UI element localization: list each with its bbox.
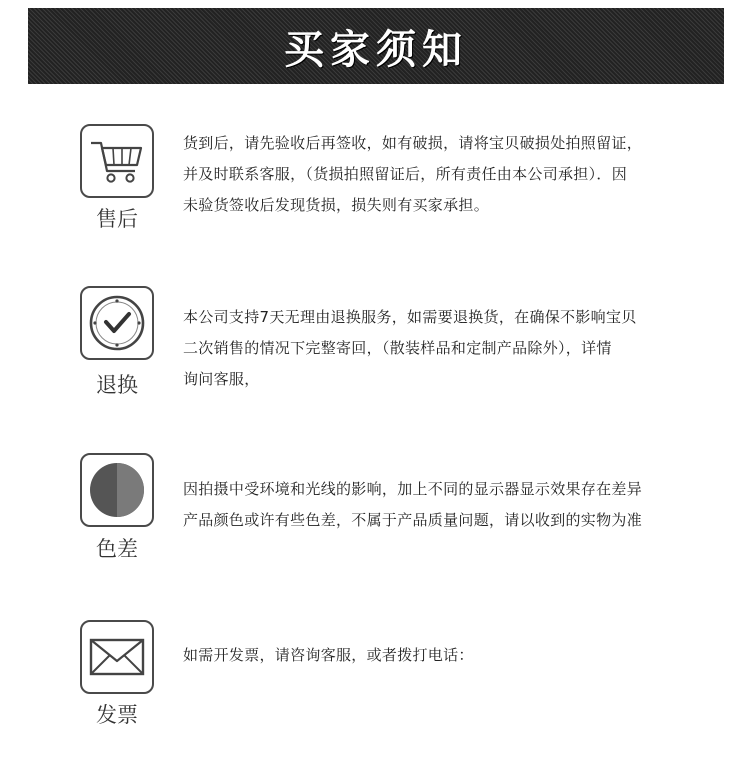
text-line: 产品颜色或许有些色差，不属于产品质量问题，请以收到的实物为准 bbox=[183, 511, 643, 529]
section-body bbox=[183, 474, 713, 536]
section-label: 发票 bbox=[96, 703, 138, 727]
section-body bbox=[183, 640, 713, 671]
shopping-cart-icon bbox=[80, 124, 154, 198]
section-label: 退换 bbox=[96, 373, 138, 397]
text-line: 询问客服， bbox=[183, 370, 260, 388]
header-banner bbox=[28, 8, 724, 84]
text-line: 如需开发票，请咨询客服，或者拨打电话： bbox=[183, 646, 474, 664]
color-circle-icon bbox=[80, 453, 154, 527]
clock-check-icon bbox=[80, 286, 154, 360]
text-line: 二次销售的情况下完整寄回，（散装样品和定制产品除外），详情 bbox=[183, 339, 612, 357]
text-line: 货到后，请先验收后再签收，如有破损，请将宝贝破损处拍照留证， bbox=[183, 134, 643, 152]
text-line: 本公司支持7天无理由退换服务，如需要退换货，在确保不影响宝贝 bbox=[183, 308, 637, 326]
page-title: 买家须知 bbox=[284, 25, 468, 73]
section-body bbox=[183, 302, 713, 395]
section-label: 色差 bbox=[96, 537, 138, 561]
text-line: 未验货签收后发现货损，损失则有买家承担。 bbox=[183, 196, 490, 214]
envelope-icon bbox=[80, 620, 154, 694]
section-label: 售后 bbox=[96, 207, 138, 231]
text-line: 并及时联系客服，（货损拍照留证后，所有责任由本公司承担）．因 bbox=[183, 165, 628, 183]
text-line: 因拍摄中受环境和光线的影响，加上不同的显示器显示效果存在差异 bbox=[183, 480, 643, 498]
section-body bbox=[183, 128, 713, 221]
